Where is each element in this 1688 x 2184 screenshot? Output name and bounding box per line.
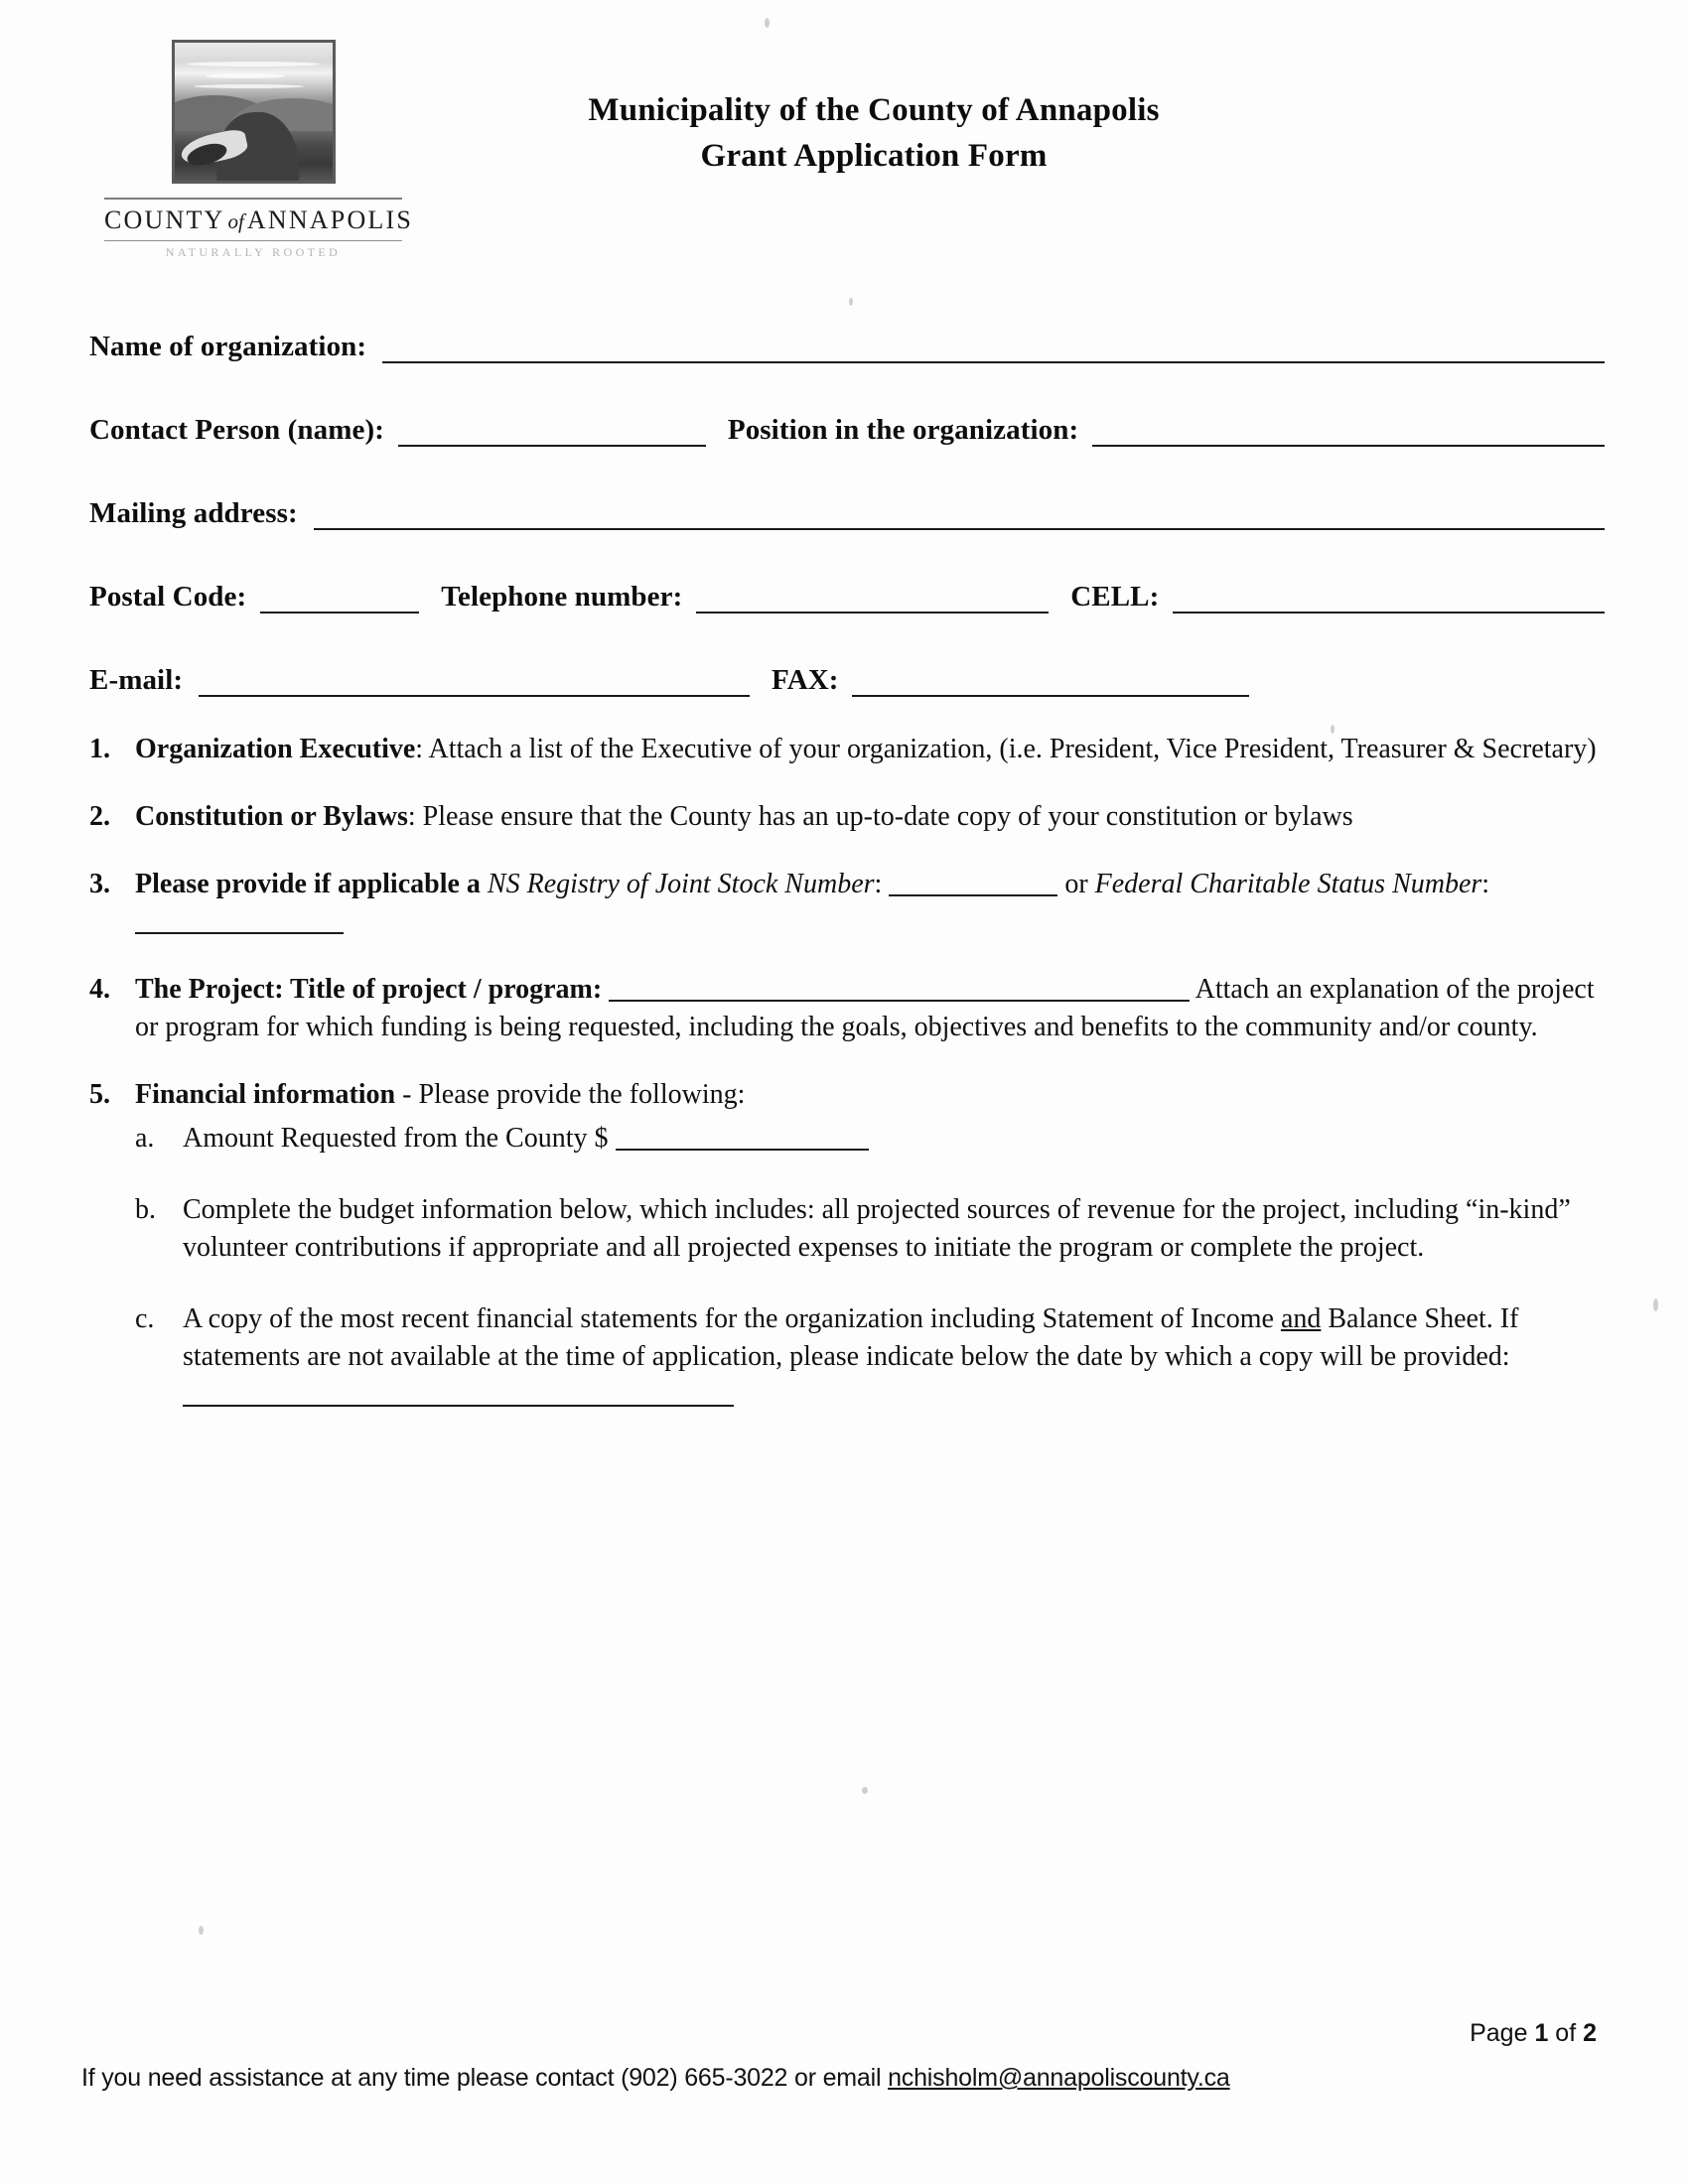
list-item-4-number: 4. (89, 974, 110, 1005)
assistance-email-link[interactable]: nchisholm@annapoliscounty.ca (888, 2064, 1230, 2092)
logo-wordmark (104, 205, 414, 235)
label-colon: : (1068, 414, 1079, 446)
page-number (81, 2019, 1607, 2048)
list-item-5-text: - Please provide the following: (395, 1079, 746, 1110)
title-line-1: Municipality of the County of Annapolis (588, 92, 1160, 128)
sub-item-c (135, 1300, 1609, 1414)
financial-sublist (135, 1120, 1609, 1414)
label-colon: : (236, 581, 247, 613)
field-row-email-fax (0, 663, 1688, 697)
instructions-list (0, 731, 1688, 1414)
input-mailing-address[interactable] (314, 498, 1605, 530)
logo-wordmark-of: of (227, 209, 244, 233)
list-item-1-text: : Attach a list of the Executive of your organization, (i.e. President, Vice President, Treasurer & Secretary) (415, 734, 1597, 764)
sub-item-c-text-after: Balance Sheet. If statements are not available at the time of application, please indicate below the date by which a copy will be provided: (183, 1303, 1519, 1372)
list-item-3-connector: or (1057, 869, 1095, 899)
list-item-2-number: 2. (89, 801, 110, 832)
field-row-organization (0, 330, 1688, 363)
label-telephone-number: Telephone number (441, 581, 673, 613)
list-item-3-italic-federal-charitable: Federal Charitable Status Number (1094, 869, 1482, 899)
sub-item-a-body (183, 1120, 1609, 1158)
valley-landscape-icon (172, 40, 336, 184)
list-item-1-body (135, 731, 1609, 768)
scan-speckle (862, 1787, 868, 1794)
list-item-4-text: Attach an explanation of the project or program for which funding is being requested, including the goals, objectives and benefits to the community and/or county. (135, 974, 1595, 1042)
label-colon: : (828, 664, 839, 696)
input-cell[interactable] (1173, 582, 1605, 614)
label-postal-code: Postal Code (89, 581, 237, 613)
field-row-postal-phone-cell (0, 580, 1688, 614)
document-footer (0, 2019, 1688, 2093)
list-item-4-lead: The Project: Title of project / program: (135, 974, 610, 1005)
input-name-of-organization[interactable] (382, 332, 1605, 363)
list-item-3-italic-ns-registry: NS Registry of Joint Stock Number (487, 869, 875, 899)
title-line-2: Grant Application Form (700, 138, 1048, 174)
label-email: E-mail (89, 664, 174, 696)
form-fields (0, 330, 1688, 697)
list-item-1-number: 1. (89, 734, 110, 764)
label-colon: : (1149, 581, 1160, 613)
input-telephone-number[interactable] (696, 582, 1049, 614)
list-item-3-body (135, 866, 1609, 941)
logo-divider-top (104, 198, 402, 200)
scan-speckle (1331, 725, 1335, 734)
label-name-of-organization: Name of organization (89, 331, 357, 362)
input-project-title[interactable] (609, 978, 1190, 1002)
input-fax[interactable] (852, 665, 1249, 697)
county-logo (104, 40, 414, 260)
sub-item-b (135, 1191, 1609, 1267)
input-federal-charitable-number[interactable] (135, 910, 344, 934)
list-item-3-number: 3. (89, 869, 110, 899)
input-email[interactable] (199, 665, 750, 697)
list-item-1-lead: Organization Executive (135, 734, 416, 764)
input-contact-person[interactable] (398, 415, 706, 447)
list-item-3-tail-colon: : (1481, 869, 1490, 899)
sub-item-c-body (183, 1300, 1609, 1414)
label-fax: FAX (772, 664, 829, 696)
field-row-mailing-address (0, 496, 1688, 530)
scan-speckle (199, 1926, 204, 1935)
document-header (0, 0, 1688, 268)
assistance-note (81, 2064, 1607, 2093)
label-mailing-address: Mailing address (89, 497, 288, 529)
list-item-5-heading (135, 1076, 1609, 1114)
field-row-contact-person (0, 413, 1688, 447)
sub-item-a-text: Amount Requested from the County $ (183, 1123, 616, 1154)
label-colon: : (287, 497, 298, 529)
sub-item-a-marker: a. (135, 1123, 155, 1154)
label-cell: CELL (1070, 581, 1150, 613)
list-item-3-colon: : (874, 869, 890, 899)
sub-item-a (135, 1120, 1609, 1158)
sub-item-b-marker: b. (135, 1194, 156, 1225)
label-colon: : (672, 581, 683, 613)
page-number-prefix: Page (1470, 2019, 1535, 2047)
label-colon: : (356, 331, 367, 362)
label-colon: : (173, 664, 184, 696)
assistance-note-text: If you need assistance at any time please contact (902) 665-3022 or email (81, 2064, 889, 2092)
input-amount-requested[interactable] (616, 1127, 869, 1151)
input-position-in-organization[interactable] (1092, 415, 1605, 447)
list-item-1 (89, 731, 1609, 768)
logo-wordmark-county: COUNTY (104, 205, 225, 234)
list-item-5-body (135, 1076, 1609, 1414)
list-item-4-body (135, 971, 1609, 1046)
input-ns-registry-number[interactable] (889, 873, 1057, 896)
list-item-5 (89, 1076, 1609, 1414)
scan-speckle (849, 298, 853, 306)
list-item-3-lead: Please provide if applicable a (135, 869, 488, 899)
list-item-2 (89, 798, 1609, 836)
label-colon: : (374, 414, 384, 446)
input-postal-code[interactable] (260, 582, 419, 614)
list-item-3 (89, 866, 1609, 941)
list-item-4 (89, 971, 1609, 1046)
list-item-2-body (135, 798, 1609, 836)
label-position-in-organization: Position in the organization (727, 414, 1069, 446)
logo-tagline: NATURALLY ROOTED (165, 245, 342, 259)
list-item-2-lead: Constitution or Bylaws (135, 801, 408, 832)
logo-wordmark-annapolis: ANNAPOLIS (246, 205, 414, 234)
page-number-mid: of (1548, 2019, 1584, 2047)
label-contact-person: Contact Person (name) (89, 414, 375, 446)
list-item-2-text: : Please ensure that the County has an up-to-date copy of your constitution or bylaws (407, 801, 1353, 832)
input-statement-date[interactable] (183, 1383, 734, 1407)
list-item-5-number: 5. (89, 1079, 110, 1110)
scan-speckle (1653, 1298, 1658, 1311)
page-number-total: 2 (1583, 2019, 1597, 2047)
sub-item-c-text-before: A copy of the most recent financial statements for the organization including Statement of Income (183, 1303, 1281, 1334)
page-number-current: 1 (1534, 2019, 1549, 2047)
logo-divider-bottom (104, 240, 402, 241)
sub-item-b-body: Complete the budget information below, which includes: all projected sources of revenue for the project, including “in-kind” volunteer contributions if appropriate and all projected expenses to initiate the program or complete the project. (183, 1194, 1571, 1263)
list-item-5-lead: Financial information (135, 1079, 396, 1110)
sub-item-c-marker: c. (135, 1303, 155, 1334)
page-title (417, 87, 1331, 179)
sub-item-c-underlined-and: and (1280, 1303, 1322, 1334)
